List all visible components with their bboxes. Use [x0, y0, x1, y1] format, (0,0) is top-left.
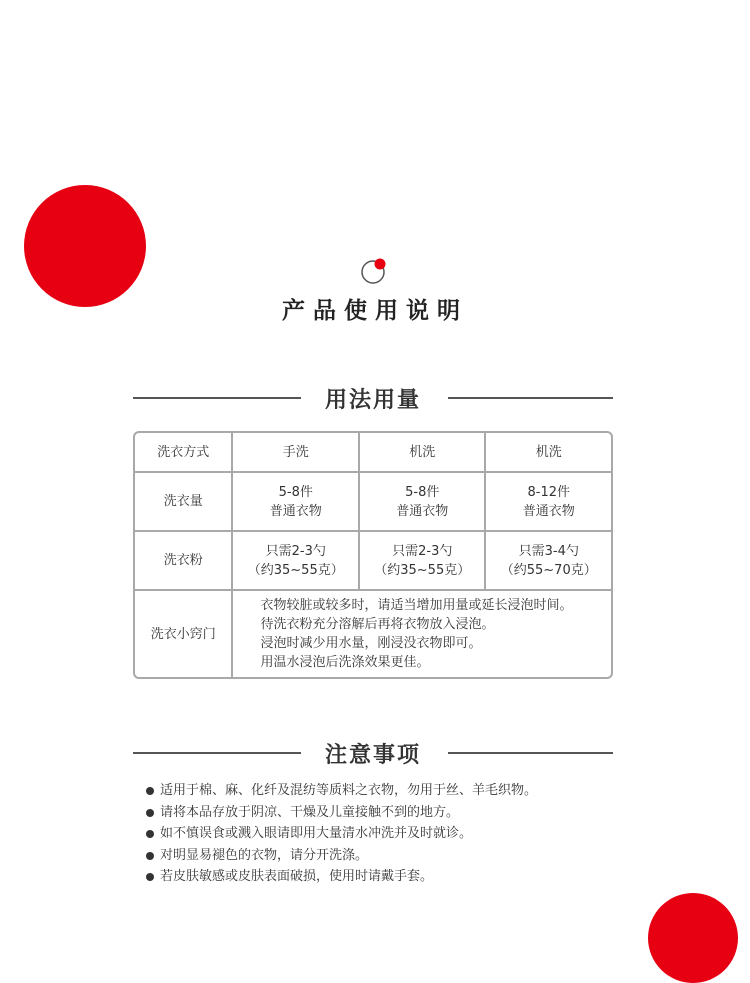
- table-cell: 8-12件 普通衣物: [486, 473, 611, 532]
- table-header-cell: 洗衣方式: [135, 433, 233, 473]
- table-cell: 只需2-3勺 （约35~55克）: [233, 532, 360, 591]
- tip-line: 用温水浸泡后洗涤效果更佳。: [260, 655, 430, 670]
- list-item: 适用于棉、麻、化纤及混纺等质料之衣物，勿用于丝、羊毛织物。: [146, 780, 706, 802]
- table-row-powder: [135, 532, 611, 591]
- row-label: 洗衣粉: [135, 532, 233, 591]
- row-label: 洗衣量: [135, 473, 233, 532]
- notes-list: [146, 780, 706, 888]
- row-label: 洗衣小窍门: [135, 591, 233, 677]
- table-header-cell: 手洗: [233, 433, 360, 473]
- list-item: 请将本品存放于阴凉、干燥及儿童接触不到的地方。: [146, 802, 706, 824]
- heading-divider-right: [448, 752, 613, 754]
- usage-heading-text: 用法用量: [324, 388, 421, 413]
- circle-dot-logo-icon: [360, 258, 386, 284]
- table-cell: 只需3-4勺 （约55~70克）: [486, 532, 611, 591]
- tip-line: 待洗衣粉充分溶解后再将衣物放入浸泡。: [260, 617, 495, 632]
- tips-cell: [233, 591, 611, 677]
- table-cell: 5-8件 普通衣物: [360, 473, 487, 532]
- usage-table: [133, 431, 613, 679]
- table-header-cell: 机洗: [486, 433, 611, 473]
- list-item: 如不慎误食或溅入眼请即用大量清水冲洗并及时就诊。: [146, 823, 706, 845]
- list-item: 若皮肤敏感或皮肤表面破损，使用时请戴手套。: [146, 866, 706, 888]
- heading-divider-right: [448, 397, 613, 399]
- notes-heading-text: 注意事项: [324, 743, 421, 768]
- list-item: 对明显易褪色的衣物，请分开洗涤。: [146, 845, 706, 867]
- table-cell: 5-8件 普通衣物: [233, 473, 360, 532]
- table-header-row: [135, 433, 611, 473]
- page-title: 产品使用说明: [282, 298, 468, 324]
- table-header-cell: 机洗: [360, 433, 487, 473]
- table-cell: 只需2-3勺 （约35~55克）: [360, 532, 487, 591]
- table-row-tips: [135, 591, 611, 677]
- notes-section-heading: [133, 738, 613, 768]
- usage-section-heading: [133, 383, 613, 413]
- tip-line: 浸泡时减少用水量，刚浸没衣物即可。: [260, 636, 482, 651]
- tip-line: 衣物较脏或较多时，请适当增加用量或延长浸泡时间。: [260, 598, 573, 613]
- decorative-red-circle: [24, 185, 146, 307]
- table-row-amount: [135, 473, 611, 532]
